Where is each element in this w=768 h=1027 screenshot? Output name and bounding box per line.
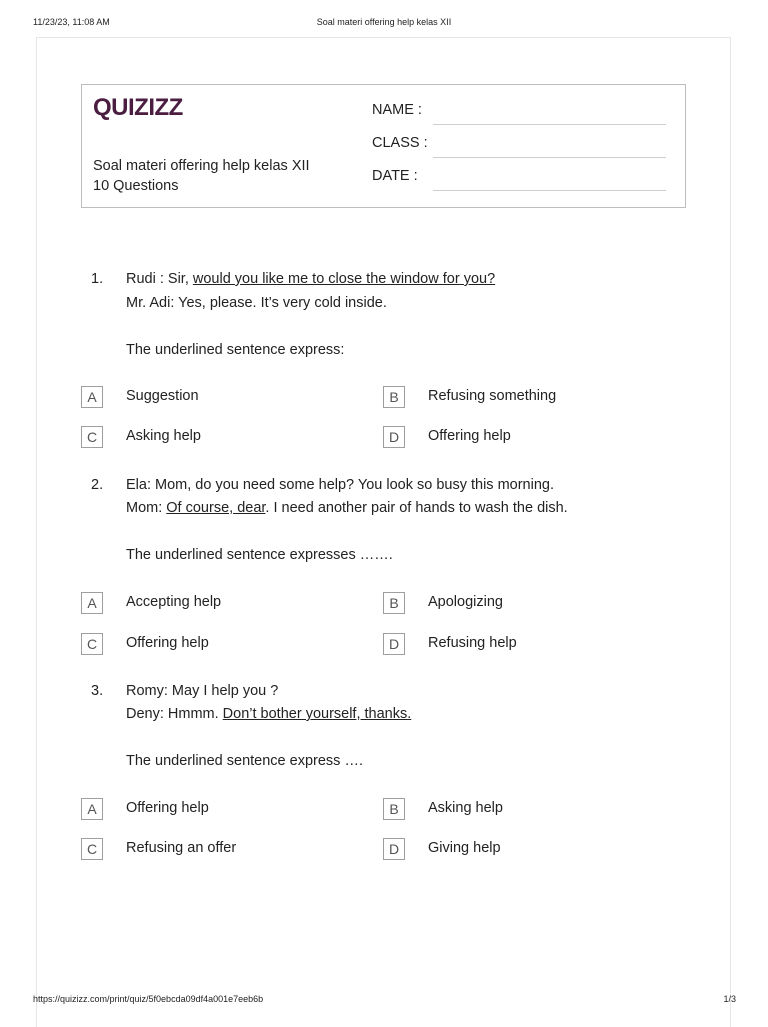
option-letter-box[interactable]: B	[383, 798, 405, 820]
question-number: 3.	[91, 683, 104, 699]
option-letter-box[interactable]: B	[383, 592, 405, 614]
class-label: CLASS :	[372, 135, 428, 151]
option-text: Offering help	[126, 800, 209, 816]
underlined-text: Don’t bother yourself, thanks.	[222, 706, 412, 722]
quiz-title: Soal materi offering help kelas XII	[93, 158, 310, 174]
option-text: Accepting help	[126, 594, 222, 610]
question-count: 10 Questions	[93, 178, 179, 194]
quizizz-logo: QUIZIZZ	[93, 94, 183, 121]
option-text: Giving help	[428, 840, 501, 856]
question-text: Deny: Hmmm.	[126, 706, 223, 722]
print-page-title: Soal materi offering help kelas XII	[316, 17, 452, 27]
option-text: Refusing help	[428, 635, 517, 651]
page-indicator: 1/3	[723, 994, 736, 1004]
question-line-2: Mr. Adi: Yes, please. It’s very cold inside.	[126, 295, 387, 311]
question-text: Mom:	[126, 500, 167, 516]
date-field[interactable]	[372, 165, 676, 191]
option-text: Refusing an offer	[126, 840, 237, 856]
option-letter-box[interactable]: D	[383, 838, 405, 860]
option-letter-box[interactable]: D	[383, 426, 405, 448]
class-line[interactable]	[433, 157, 666, 158]
question-text: Rudi : Sir,	[126, 271, 193, 287]
print-datetime: 11/23/23, 11:08 AM	[33, 17, 110, 27]
name-field[interactable]	[372, 99, 676, 125]
question-prompt: The underlined sentence express ….	[126, 753, 363, 769]
question-number: 1.	[91, 271, 104, 287]
option-text: Offering help	[126, 635, 209, 651]
option-letter-box[interactable]: C	[81, 838, 103, 860]
question-line-1: Romy: May I help you ?	[126, 683, 279, 699]
option-letter-box[interactable]: C	[81, 426, 103, 448]
class-field[interactable]	[372, 132, 676, 158]
question-line-2	[126, 706, 411, 722]
underlined-text: Of course, dear	[166, 500, 266, 516]
name-line[interactable]	[433, 124, 666, 125]
option-text: Suggestion	[126, 388, 199, 404]
question-prompt: The underlined sentence express:	[126, 342, 345, 358]
option-letter-box[interactable]: B	[383, 386, 405, 408]
option-letter-box[interactable]: C	[81, 633, 103, 655]
print-url[interactable]: https://quizizz.com/print/quiz/5f0ebcda09df4a001e7eeb6b	[33, 994, 264, 1004]
question-line-2	[126, 500, 568, 516]
option-letter-box[interactable]: A	[81, 592, 103, 614]
question-prompt: The underlined sentence expresses …….	[126, 547, 393, 563]
option-text: Apologizing	[428, 594, 503, 610]
question-number: 2.	[91, 477, 104, 493]
option-letter-box[interactable]: D	[383, 633, 405, 655]
question-line-1: Ela: Mom, do you need some help? You look so busy this morning.	[126, 477, 555, 493]
print-header	[0, 17, 768, 33]
underlined-text: would you like me to close the window for you?	[192, 271, 496, 287]
option-letter-box[interactable]: A	[81, 798, 103, 820]
option-text: Asking help	[428, 800, 503, 816]
name-label: NAME :	[372, 102, 422, 118]
option-text: Offering help	[428, 428, 511, 444]
option-text: Asking help	[126, 428, 201, 444]
question-line-1	[126, 271, 495, 287]
print-footer	[0, 994, 768, 1008]
option-text: Refusing something	[428, 388, 557, 404]
question-text: . I need another pair of hands to wash the dish.	[265, 500, 568, 516]
option-letter-box[interactable]: A	[81, 386, 103, 408]
date-label: DATE :	[372, 168, 418, 184]
date-line[interactable]	[433, 190, 666, 191]
quiz-info-box	[81, 84, 686, 208]
